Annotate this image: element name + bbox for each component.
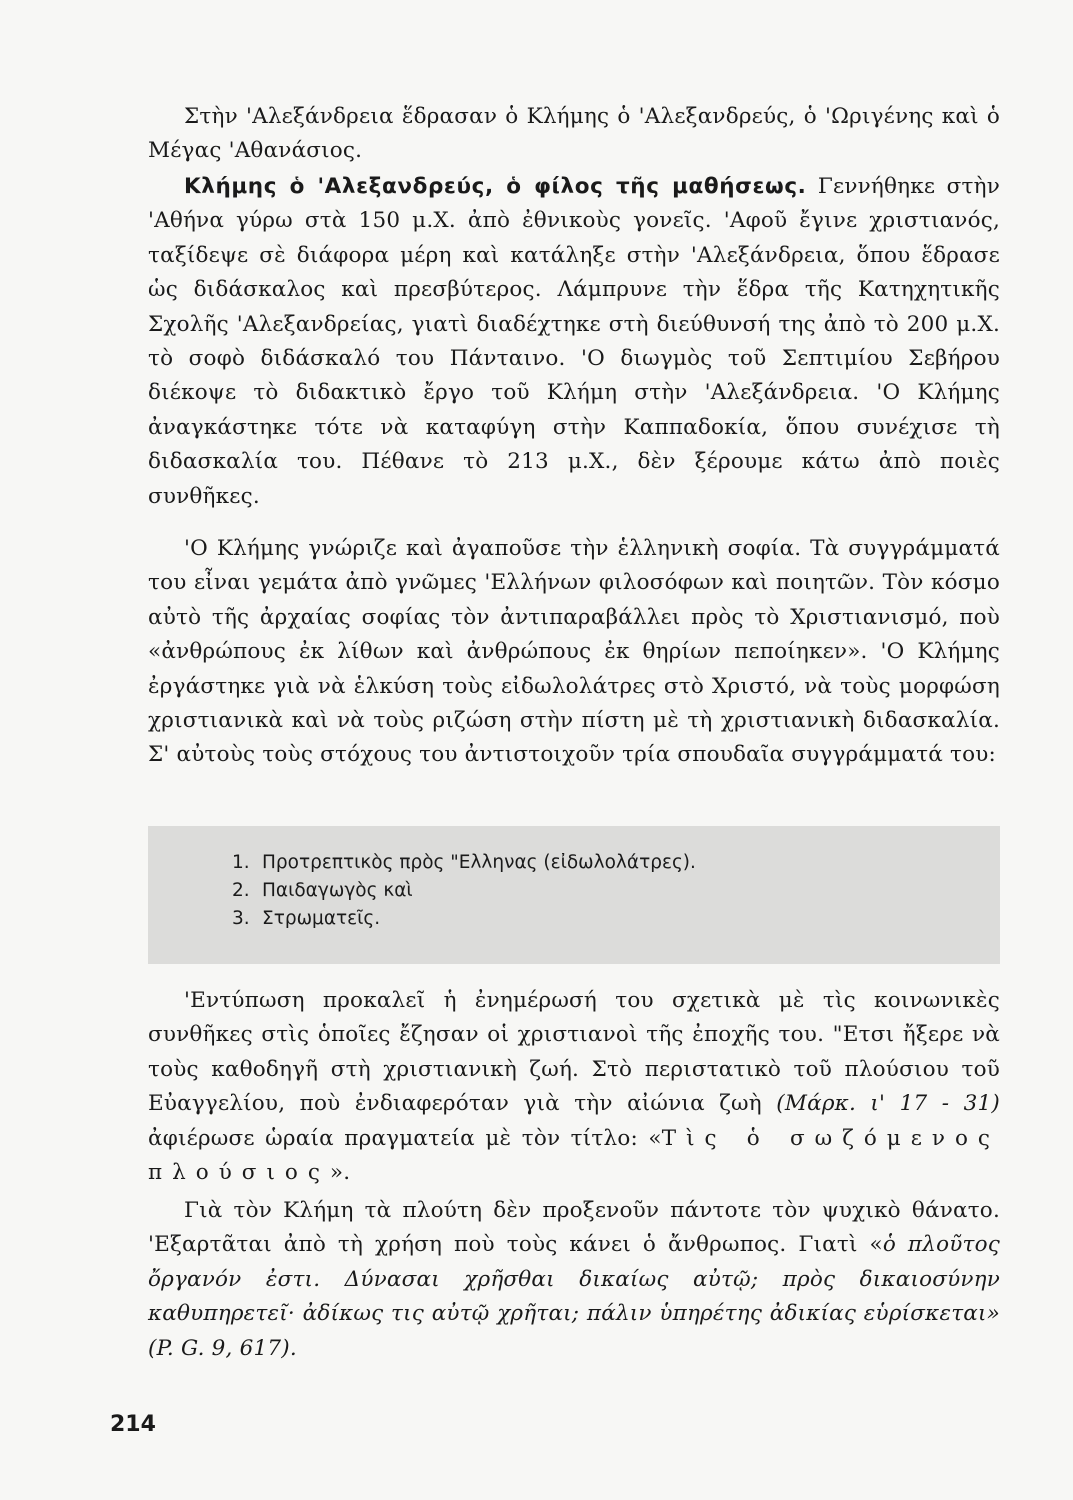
wealth-text: Γιὰ τὸν Κλήμη τὰ πλούτη δὲν προξενοῦν πάντοτε τὸν ψυχικὸ θάνατο. 'Εξαρτᾶται ἀπὸ τὴ χρήση ποὺ τοὺς κάνει ὁ ἄνθρωπος. Γιατὶ « bbox=[148, 1198, 1000, 1258]
paragraph-greek-wisdom bbox=[148, 532, 1000, 773]
paragraph-social-conditions bbox=[148, 984, 1000, 1190]
paragraph-clement-bio bbox=[148, 170, 1000, 514]
treatise-title: Τὶς ὁ σωζόμενος πλούσιος bbox=[148, 1125, 1000, 1186]
patristic-quote: ὁ πλοῦτος ὄργανόν ἐστι. Δύνασαι χρῆσθαι δικαίως αὐτῷ; πρὸς δικαιοσύνην καθυπηρετεῖ· ἀδίκως τις αὐτῷ χρῆται; πάλιν ὑπηρέτης ἀδικίας εὑρίσκεται» (P. G. 9, 617). bbox=[148, 1232, 1000, 1361]
wisdom-text: 'Ο Κλήμης γνώριζε καὶ ἀγαποῦσε τὴν ἑλληνικὴ σοφία. Τὰ συγγράμματά του εἶναι γεμάτα ἀπὸ γνῶμες 'Ελλήνων φιλοσόφων καὶ ποιητῶν. Τὸν κόσμο αὐτὸ τῆς ἀρχαίας σοφίας τὸν ἀντιπαραβάλλει πρὸς τὸ Χριστιανισμό, ποὺ «ἀνθρώπους ἐκ λίθων καὶ ἀνθρώπους ἐκ θηρίων πεποίηκεν». 'Ο Κλήμης ἐργάστηκε γιὰ νὰ ἑλκύση τοὺς εἰδωλολάτρες στὸ Χριστό, νὰ τοὺς μορφώση χριστιανικὰ καὶ νὰ τοὺς ριζώση στὴν πίστη μὲ τὴ χριστιανικὴ διδασκαλία. Σ' αὐτοὺς τοὺς στόχους του ἀντιστοιχοῦν τρία σπουδαῖα συγγράμματά του: bbox=[148, 536, 1000, 768]
list-item bbox=[232, 905, 696, 933]
list-item-title: Προτρεπτικὸς πρὸς "Ελληνας (εἰδωλολάτρες). bbox=[262, 852, 696, 873]
section-heading: Κλήμης ὁ 'Αλεξανδρεύς, ὁ φίλος τῆς μαθήσεως. bbox=[184, 174, 807, 199]
list-item-number: 2. bbox=[232, 880, 250, 901]
list-item-title: Στρωματεῖς. bbox=[262, 908, 381, 929]
list-item-title: Παιδαγωγὸς καὶ bbox=[262, 880, 413, 901]
paragraph-intro bbox=[148, 100, 1000, 169]
works-list bbox=[232, 849, 696, 933]
bio-text: Γεννήθηκε στὴν 'Αθήνα γύρω στὰ 150 μ.Χ. ἀπὸ ἐθνικοὺς γονεῖς. 'Αφοῦ ἔγινε χριστιανός, ταξίδεψε σὲ διάφορα μέρη καὶ κατάληξε στὴν 'Αλεξάνδρεια, ὅπου ἕδρασε ὡς διδάσκαλος καὶ πρεσβύτερος. Λάμπρυνε τὴν ἕδρα τῆς Κατηχητικῆς Σχολῆς 'Αλεξανδρείας, γιατὶ διαδέχτηκε στὴ διεύθυνσή της ἀπὸ τὸ 200 μ.Χ. τὸ σοφὸ διδάσκαλό του Πάνταινο. 'Ο διωγμὸς τοῦ Σεπτιμίου Σεβήρου διέκοψε τὸ διδακτικὸ ἔργο τοῦ Κλήμη στὴν 'Αλεξάνδρεια. 'Ο Κλήμης ἀναγκάστηκε τότε νὰ καταφύγη στὴν Καππαδοκία, ὅπου συνέχισε τὴ διδασκαλία του. Πέθανε τὸ 213 μ.Χ., δὲν ξέρουμε κάτω ἀπὸ ποιὲς συνθῆκες. bbox=[148, 174, 1000, 509]
list-item bbox=[232, 877, 696, 905]
scripture-reference: (Μάρκ. ι' 17 - 31) bbox=[776, 1091, 1000, 1117]
list-item-number: 3. bbox=[232, 908, 250, 929]
paragraph-wealth bbox=[148, 1194, 1000, 1366]
treatise-intro: ἀφιέρωσε ὡραία πραγματεία μὲ τὸν τίτλο: « bbox=[148, 1125, 662, 1151]
list-item bbox=[232, 849, 696, 877]
list-item-number: 1. bbox=[232, 852, 250, 873]
page-number: 214 bbox=[110, 1412, 156, 1437]
intro-text: Στὴν 'Αλεξάνδρεια ἕδρασαν ὁ Κλήμης ὁ 'Αλεξανδρεύς, ὁ 'Ωριγένης καὶ ὁ Μέγας 'Αθανάσιος. bbox=[148, 104, 1000, 164]
social-text: 'Εντύπωση προκαλεῖ ἡ ἐνημέρωσή του σχετικὰ μὲ τὶς κοινωνικὲς συνθῆκες στὶς ὁποῖες ἔζησαν οἱ χριστιανοὶ τῆς ἐποχῆς του. "Ετσι ἤξερε νὰ τοὺς καθοδηγῆ στὴ χριστιανικὴ ζωή. Στὸ περιστατικὸ τοῦ πλούσιου τοῦ Εὐαγγελίου, ποὺ ἐνδιαφερόταν γιὰ τὴν αἰώνια ζωὴ bbox=[148, 988, 1000, 1117]
treatise-close: ». bbox=[329, 1160, 351, 1186]
